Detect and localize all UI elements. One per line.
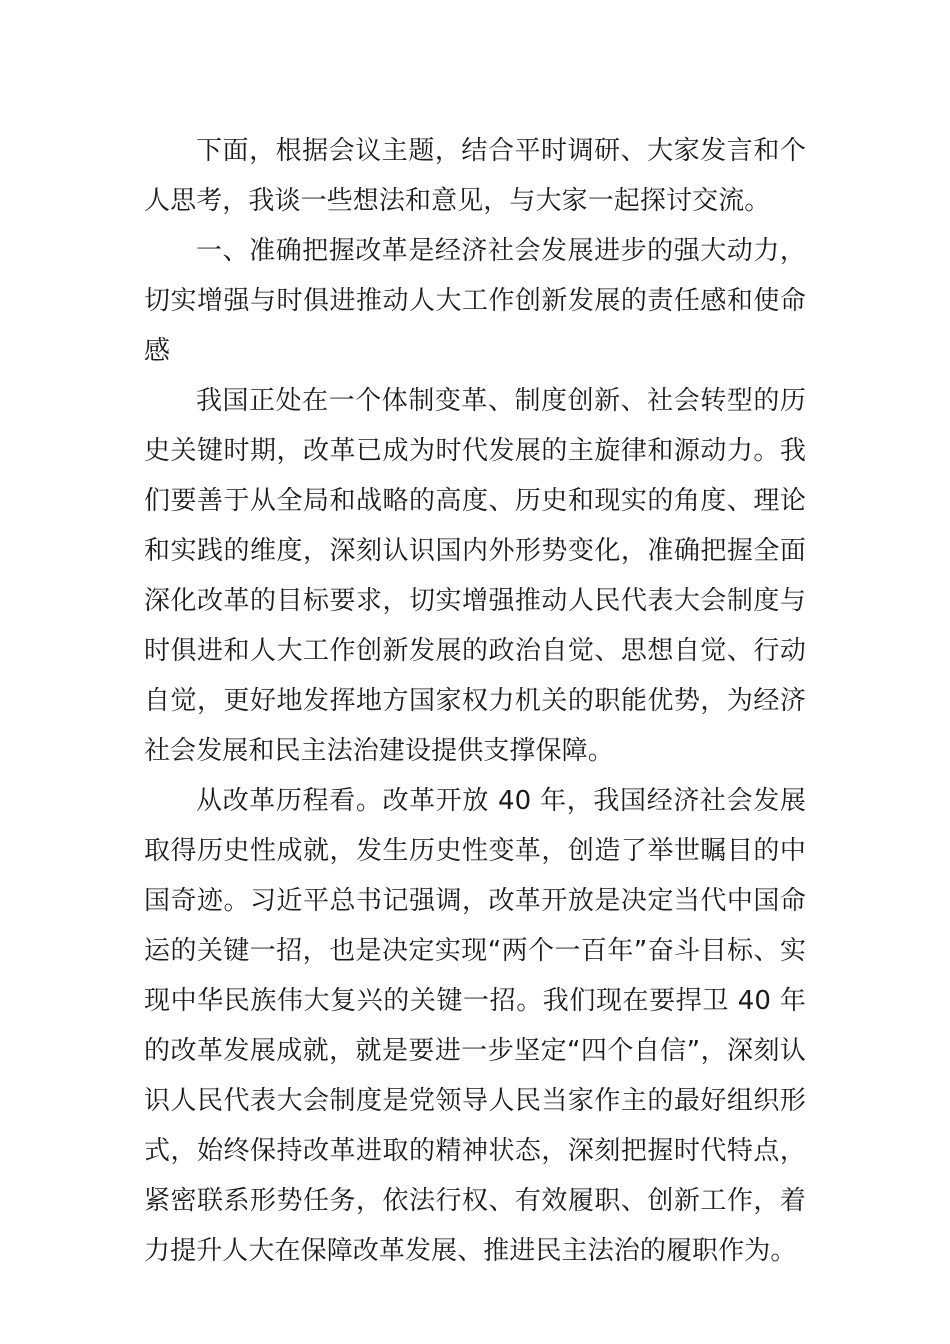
paragraph-reform-period: 我国正处在一个体制变革、制度创新、社会转型的历史关键时期，改革已成为时代发展的主旋律和源动力。我们要善于从全局和战略的高度、历史和现实的角度、理论和实践的维度，深刻认识国内外形势变化，准确把握全面深化改革的目标要求，切实增强推动人民代表大会制度与时俱进和人大工作创新发展的政治自觉、思想自觉、行动自觉，更好地发挥地方国家权力机关的职能优势，为经济社会发展和民主法治建设提供支撑保障。 (144, 386, 806, 766)
document-body (144, 126, 806, 1276)
paragraph-reform-history: 从改革历程看。改革开放 40 年，我国经济社会发展取得历史性成就，发生历史性变革，创造了举世瞩目的中国奇迹。习近平总书记强调，改革开放是决定当代中国命运的关键一招，也是决定实现“两个一百年”奋斗目标、实现中华民族伟大复兴的关键一招。我们现在要捍卫 40 年的改革发展成就，就是要进一步坚定“四个自信”，深刻认识人民代表大会制度是党领导人民当家作主的最好组织形式，始终保持改革进取的精神状态，深刻把握时代特点，紧密联系形势任务，依法行权、有效履职、创新工作，着力提升人大在保障改革发展、推进民主法治的履职作为。 (144, 786, 806, 1266)
paragraph-intro: 下面，根据会议主题，结合平时调研、大家发言和个人思考，我谈一些想法和意见，与大家一起探讨交流。 (144, 136, 806, 216)
section-heading-1: 一、准确把握改革是经济社会发展进步的强大动力，切实增强与时俱进推动人大工作创新发展的责任感和使命感 (144, 236, 806, 366)
